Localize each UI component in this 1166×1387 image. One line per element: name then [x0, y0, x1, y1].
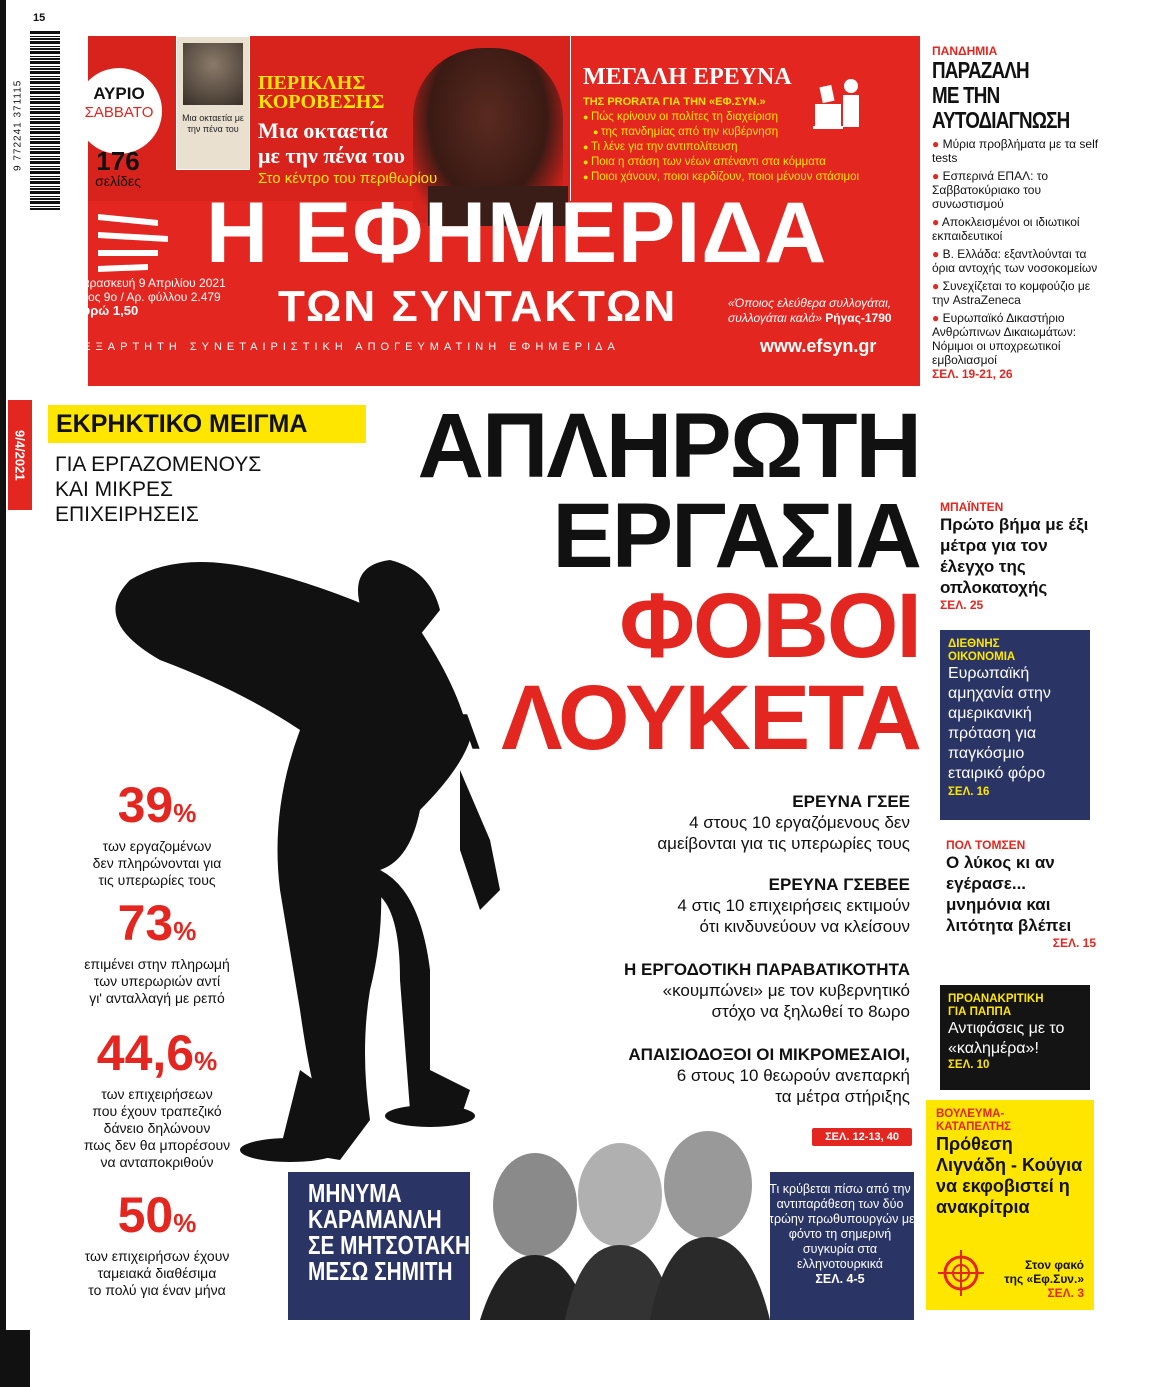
- stat-desc: τις υπερωρίες τους: [98, 872, 216, 888]
- barcode: [30, 30, 60, 210]
- survey-list: [583, 110, 859, 185]
- lens-caption-2: της «Εφ.Συν.»: [1004, 1272, 1084, 1286]
- pandemic-title-2: ΜΕ ΤΗΝ: [932, 82, 1000, 108]
- kataperltis-head-2: ΚΑΤΑΠΕΛΤΗΣ: [936, 1121, 1012, 1133]
- motto-line1: «Όποιος ελεύθερα συλλογάται,: [728, 296, 892, 310]
- stat-percent: %: [194, 1046, 218, 1076]
- stat-number: 39: [117, 777, 174, 833]
- message-title-4: ΜΕΣΩ ΣΗΜΙΤΗ: [308, 1256, 453, 1286]
- thomsen-page-ref: ΣΕΛ. 15: [1052, 936, 1096, 950]
- survey-item: ● της πανδημίας από την κυβέρνηση: [583, 125, 859, 140]
- sidebar-biden: [940, 500, 1095, 612]
- lens-caption-1: Στον φακό: [1025, 1258, 1084, 1272]
- pandemic-bullet: ● Ευρωπαϊκό Δικαστήριο Ανθρώπινων Δικαιωμάτων: Νόμιμοι οι υποχρεωτικοί εμβολιασμοί: [932, 311, 1077, 367]
- website-link[interactable]: www.efsyn.gr: [760, 336, 877, 356]
- economy-page-ref: ΣΕΛ. 16: [948, 786, 990, 798]
- news-item: [450, 792, 910, 854]
- news-page-ref: ΣΕΛ. 12-13, 40: [812, 1128, 912, 1146]
- newspaper-subtitle: ΤΩΝ ΣΥΝΤΑΚΤΩΝ: [278, 282, 678, 331]
- barcode-number: 9 772241 371115: [12, 79, 24, 171]
- book-cover-text: Μια οκταετία με την πένα του: [182, 113, 244, 134]
- author-lastname: ΚΟΡΟΒΕΣΗΣ: [258, 91, 385, 113]
- survey-item: ● Τι λένε για την αντιπολίτευση: [583, 140, 859, 155]
- explosive-sub-2: ΚΑΙ ΜΙΚΡΕΣ: [55, 478, 174, 501]
- stat-desc: δεν πληρώνονται για: [92, 855, 222, 871]
- biden-page-ref: ΣΕΛ. 25: [940, 598, 984, 612]
- headline-loukéta: ΛΟΥΚΕΤΑ: [501, 667, 920, 769]
- issue-price: Ευρώ 1,50: [74, 303, 139, 318]
- stat-desc: ταμειακά διαθέσιμα: [97, 1265, 217, 1281]
- stat-number: 44,6: [96, 1025, 195, 1081]
- pandemic-title-1: ΠΑΡΑΖΑΛΗ: [932, 57, 1029, 83]
- stat-desc: το πολύ για έναν μήνα: [88, 1282, 226, 1298]
- biden-head: ΜΠΑΪΝΤΕΝ: [940, 500, 1004, 514]
- pandemic-bullet: ● Εσπερινά ΕΠΑΛ: το Σαββατοκύριακο του συνωστισμού: [932, 169, 1048, 211]
- stat-block: [62, 895, 252, 1007]
- tomorrow-badge: [76, 68, 162, 154]
- biden-text: Πρώτο βήμα με έξι μέτρα για τον έλεγχο της οπλοκατοχής: [940, 515, 1089, 597]
- pappas-head-1: ΠΡΟΑΝΑΚΡΙΤΙΚΗ: [948, 993, 1044, 1005]
- survey-box: [570, 36, 921, 201]
- news-head: ΑΠΑΙΣΙΟΔΟΞΟΙ ΟΙ ΜΙΚΡΟΜΕΣΑΙΟΙ,: [628, 1045, 910, 1064]
- message-body: Τι κρύβεται πίσω από την αντιπαράθεση των δύο πρώην πρωθυπουργών με φόντο τη σημερινή συγκυρία στα ελληνοτουρκικά: [765, 1182, 915, 1271]
- lens-caption: [988, 1258, 1084, 1300]
- sidebar-pappas: [940, 985, 1090, 1090]
- stat-percent: %: [173, 916, 197, 946]
- stat-desc: των υπερωριών αντί: [93, 973, 221, 989]
- stat-number: 73: [117, 895, 174, 951]
- thomsen-head: ΠΟΛ ΤΟΜΣΕΝ: [946, 838, 1026, 852]
- issue-number: 15: [33, 12, 46, 24]
- stat-desc: δάνειο δηλώνουν: [103, 1120, 211, 1136]
- message-title: [308, 1180, 470, 1284]
- motto-line2: συλλογάται καλά»: [728, 311, 822, 325]
- stat-block: [62, 1025, 252, 1171]
- news-item: [450, 960, 910, 1022]
- stat-desc: των επιχειρήσων έχουν: [84, 1248, 230, 1264]
- kataperltis-page-ref: ΣΕΛ. 3: [1047, 1286, 1084, 1300]
- survey-item: ● Ποια η στάση των νέων απέναντι στα κόμματα: [583, 155, 859, 170]
- book-subtitle: Στο κέντρο του περιθωρίου: [258, 170, 438, 187]
- stat-percent: %: [173, 1208, 197, 1238]
- headline-line-2: ΕΡΓΑΣΙΑ: [552, 485, 920, 587]
- newspaper-title: Η ΕΦΗΜΕΡΙΔΑ: [206, 185, 828, 281]
- stat-desc: πως δεν θα μπορέσουν: [83, 1137, 231, 1153]
- date-vertical: 9/4/2021: [8, 400, 32, 510]
- news-text: 6 στους 10 θεωρούν ανεπαρκή: [676, 1066, 910, 1085]
- news-head: ΕΡΕΥΝΑ ΓΣΕΒΕΕ: [768, 875, 910, 894]
- news-text: στόχο να ξηλωθεί το 8ωρο: [711, 1002, 910, 1021]
- sidebar-kataperltis: [926, 1100, 1094, 1310]
- pages-label: σελίδες: [95, 173, 141, 189]
- explosive-sub-1: ΓΙΑ ΕΡΓΑΖΟΜΕΝΟΥΣ: [55, 453, 262, 476]
- saturday-label: ΣΑΒΒΑΤΟ: [84, 104, 154, 121]
- book-title-line2: με την πένα του: [258, 143, 405, 168]
- lens-target-icon: [938, 1250, 984, 1296]
- book-title: [258, 118, 405, 168]
- pandemic-bullet: ● Β. Ελλάδα: εξαντλούνται τα όρια αντοχής των νοσοκομείων: [932, 247, 1098, 275]
- stat-block: [62, 1187, 252, 1299]
- tagline: ΑΝΕΞΑΡΤΗΤΗ ΣΥΝΕΤΑΙΡΙΣΤΙΚΗ ΑΠΟΓΕΥΜΑΤΙΝΗ ΕΦΗΜΕΡΙΔΑ: [58, 341, 620, 353]
- news-text: ότι κινδυνεύουν να κλείσουν: [699, 917, 910, 936]
- stat-number: 50: [117, 1187, 174, 1243]
- author-name: [258, 74, 384, 112]
- pandemic-bullet: ● Μύρια προβλήματα με τα self tests: [932, 137, 1099, 165]
- message-title-1: ΜΗΝΥΜΑ: [308, 1178, 402, 1208]
- stat-desc: των εργαζομένων: [102, 838, 212, 854]
- news-text: τα μέτρα στήριξης: [775, 1087, 910, 1106]
- issue-date: Παρασκευή 9 Απριλίου 2021: [74, 276, 226, 290]
- headline-line-1: ΑΠΛΗΡΩΤΗ: [417, 395, 920, 497]
- message-title-2: ΚΑΡΑΜΑΝΛΗ: [308, 1204, 442, 1234]
- sidebar-thomsen: [946, 838, 1096, 950]
- thomsen-text: Ο λύκος κι αν εγέρασε... μνημόνια και λιτότητα βλέπει: [946, 853, 1072, 935]
- book-cover-photo: [183, 43, 243, 105]
- pen-nibs-icon: [98, 206, 198, 276]
- news-head: ΕΡΕΥΝΑ ΓΣΕΕ: [792, 792, 910, 811]
- pappas-head-2: ΓΙΑ ΠΑΠΠΑ: [948, 1006, 1012, 1018]
- sidebar-economy: [940, 630, 1090, 820]
- sidebar-pandemic: [932, 36, 1100, 381]
- pappas-text: Αντιφάσεις με το «καλημέρα»!: [948, 1020, 1065, 1057]
- politicians-photo: [470, 1125, 770, 1320]
- author-firstname: ΠΕΡΙΚΛΗΣ: [258, 72, 366, 94]
- economy-head-1: ΔΙΕΘΝΗΣ: [948, 638, 1000, 650]
- pappas-page-ref: ΣΕΛ. 10: [948, 1059, 990, 1071]
- pandemic-bullet: ● Συνεχίζεται το κομφούζιο με την AstraZeneca: [932, 279, 1091, 307]
- economy-text: Ευρωπαϊκή αμηχανία στην αμερικανική πρόταση για παγκόσμιο εταιρικό φόρο: [948, 665, 1051, 782]
- pages-count: [83, 146, 153, 189]
- motto: [728, 296, 892, 326]
- left-edge-bottom: [0, 1330, 30, 1387]
- news-head: Η ΕΡΓΟΔΟΤΙΚΗ ΠΑΡΑΒΑΤΙΚΟΤΗΤΑ: [624, 960, 910, 979]
- survey-title: ΜΕΓΑΛΗ ΕΡΕΥΝΑ: [583, 64, 792, 90]
- kataperltis-head-1: ΒΟΥΛΕΥΜΑ-: [936, 1108, 1005, 1120]
- pages-number: 176: [96, 146, 140, 176]
- headline-line-3: ΦΟΒΟΙ: [619, 575, 920, 677]
- tomorrow-label: ΑΥΡΙΟ: [93, 84, 145, 103]
- explosive-label: ΕΚΡΗΚΤΙΚΟ ΜΕΙΓΜΑ: [48, 405, 366, 443]
- survey-item: ● Πώς κρίνουν οι πολίτες τη διαχείριση: [583, 110, 859, 125]
- stat-block: [62, 777, 252, 889]
- stat-percent: %: [173, 798, 197, 828]
- news-text: «κουμπώνει» με τον κυβερνητικό: [662, 981, 910, 1000]
- pandemic-title-3: ΑΥΤΟΔΙΑΓΝΩΣΗ: [932, 107, 1070, 133]
- message-title-3: ΣΕ ΜΗΤΣΟΤΑΚΗ: [308, 1230, 471, 1260]
- issue-year: Έτος 9ο / Αρ. φύλλου 2.479: [74, 290, 221, 304]
- news-item: [450, 1045, 910, 1107]
- pandemic-head: ΠΑΝΔΗΜΙΑ: [932, 44, 998, 58]
- news-text: 4 στις 10 επιχειρήσεις εκτιμούν: [677, 896, 910, 915]
- survey-subtitle: ΤΗΣ PRORATA ΓΙΑ ΤΗΝ «ΕΦ.ΣΥΝ.»: [583, 96, 766, 108]
- stat-desc: γι' ανταλλαγή με ρεπό: [89, 990, 225, 1006]
- headline-gia: ΓΙΑ: [400, 704, 481, 760]
- stat-desc: των επιχειρήσεων: [101, 1086, 213, 1102]
- survey-item: ● Ποιοι χάνουν, ποιοι κερδίζουν, ποιοι μένουν στάσιμοι: [583, 170, 859, 185]
- stat-desc: επιμένει στην πληρωμή: [84, 956, 230, 972]
- headline-line-4: [390, 667, 920, 769]
- pandemic-page-ref: ΣΕΛ. 19-21, 26: [932, 367, 1013, 381]
- issue-info: [74, 276, 226, 318]
- book-cover: [176, 36, 250, 170]
- news-text: αμείβονται για τις υπερωρίες τους: [657, 834, 910, 853]
- message-page-ref: ΣΕΛ. 4-5: [815, 1272, 865, 1286]
- stat-desc: που έχουν τραπεζικό: [92, 1103, 222, 1119]
- stat-desc: να ανταποκριθούν: [100, 1154, 214, 1170]
- economy-head-2: ΟΙΚΟΝΟΜΙΑ: [948, 651, 1016, 663]
- book-title-line1: Μια οκταετία: [258, 118, 388, 143]
- pandemic-bullet: ● Αποκλεισμένοι οι ιδιωτικοί εκπαιδευτικοί: [932, 215, 1080, 243]
- kataperltis-text: Πρόθεση Λιγνάδη - Κούγια να εκφοβιστεί η ανακρίτρια: [936, 1134, 1083, 1217]
- motto-author: Ρήγας-1790: [825, 311, 892, 325]
- news-item: [450, 875, 910, 937]
- news-text: 4 στους 10 εργαζόμενους δεν: [689, 813, 910, 832]
- masthead: [58, 36, 920, 386]
- message-text: [765, 1182, 915, 1287]
- explosive-sub-3: ΕΠΙΧΕΙΡΗΣΕΙΣ: [55, 503, 199, 526]
